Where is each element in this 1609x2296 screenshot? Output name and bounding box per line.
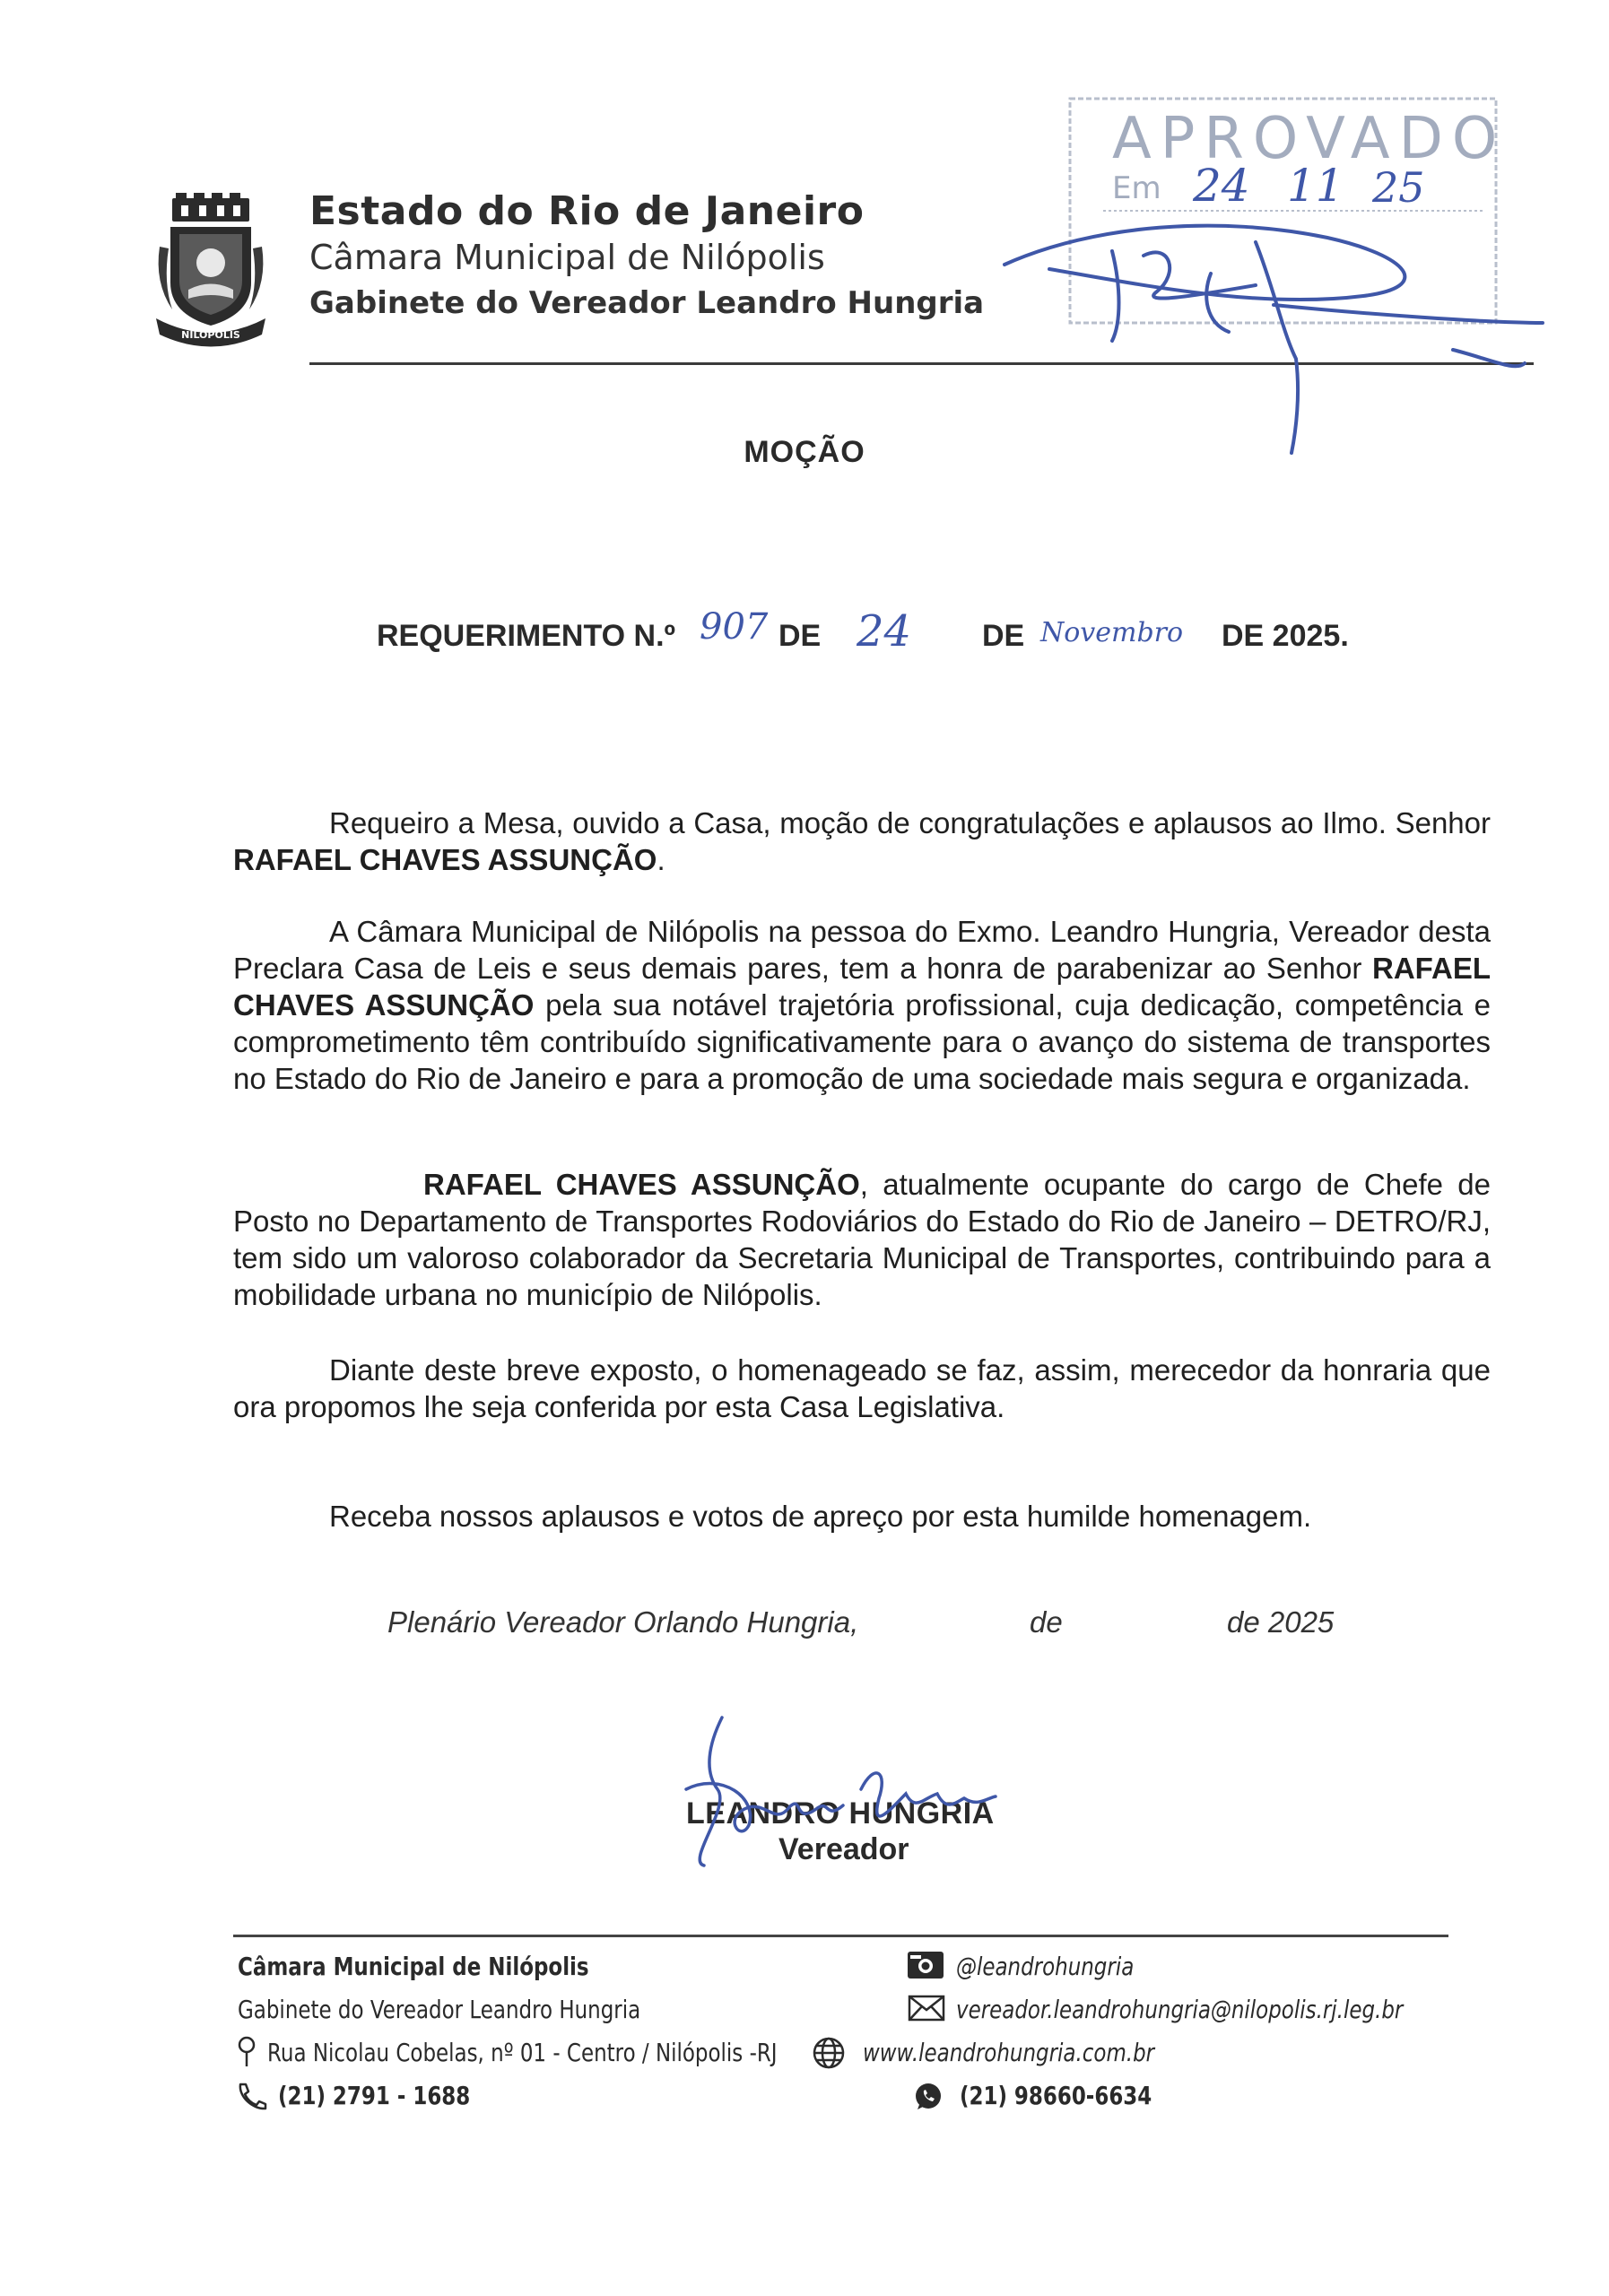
email-icon xyxy=(908,1995,945,2022)
header-state: Estado do Rio de Janeiro xyxy=(309,188,865,234)
paragraph-2: A Câmara Municipal de Nilópolis na pessoa do Exmo. Leandro Hungria, Vereador desta Preclara Casa de Leis e seus demais pares, tem a honra de parabenizar ao Senhor RAFAEL CHAVES ASSUNÇÃO pela sua notável trajetória profissional, cuja dedicação, competência e comprometimento têm contribuído significativamente para o avanço do sistema de transportes no Estado do Rio de Janeiro e para a promoção de uma sociedade mais segura e organizada. xyxy=(233,915,1491,1095)
request-de-1: DE xyxy=(778,619,822,653)
plenary-year: de 2025 xyxy=(1227,1605,1335,1639)
request-year: DE 2025. xyxy=(1222,619,1349,653)
honoree-name: RAFAEL CHAVES ASSUNÇÃO xyxy=(233,843,657,876)
request-number: 907 xyxy=(700,606,769,648)
document-title: MOÇÃO xyxy=(744,435,865,469)
header-chamber: Câmara Municipal de Nilópolis xyxy=(309,238,825,277)
plenary-place: Plenário Vereador Orlando Hungria, xyxy=(387,1605,859,1639)
header-office: Gabinete do Vereador Leandro Hungria xyxy=(309,285,985,321)
location-pin-icon xyxy=(235,2036,258,2068)
paragraph-3: RAFAEL CHAVES ASSUNÇÃO, atualmente ocupante do cargo de Chefe de Posto no Departamento de Transportes Rodoviários do Estado do Rio de Janeiro – DETRO/RJ, tem sido um valoroso colaborador da Secretaria Municipal de Transportes, contribuindo para a mobilidade urbana no município de Nilópolis. xyxy=(233,1168,1491,1311)
phone-icon xyxy=(235,2081,267,2111)
footer-email[interactable]: vereador.leandrohungria@nilopolis.rj.leg.br xyxy=(956,1995,1404,2024)
stamp-approved-text: APROVADO xyxy=(1112,106,1507,172)
instagram-icon xyxy=(906,1950,945,1980)
whatsapp-icon xyxy=(913,2081,944,2111)
paragraph-1: Requeiro a Mesa, ouvido a Casa, moção de congratulações e aplausos ao Ilmo. Senhor RAFAEL CHAVES ASSUNÇÃO. xyxy=(233,806,1491,876)
footer-org: Câmara Municipal de Nilópolis xyxy=(238,1952,589,1981)
footer-instagram[interactable]: @leandrohungria xyxy=(956,1952,1135,1981)
honoree-name: RAFAEL CHAVES ASSUNÇÃO xyxy=(423,1168,860,1201)
request-label: REQUERIMENTO N.º xyxy=(377,619,675,653)
honoree-name: RAFAEL CHAVES ASSUNÇÃO xyxy=(233,952,1491,1022)
stamp-date-prefix: Em xyxy=(1112,170,1161,206)
stamp-year: 25 xyxy=(1372,163,1425,212)
signatory-handwritten-signature xyxy=(668,1709,1027,1870)
footer-office: Gabinete do Vereador Leandro Hungria xyxy=(238,1995,641,2024)
request-de-2: DE xyxy=(982,619,1025,653)
crest-ribbon-text: NILÓPOLIS xyxy=(181,329,240,341)
stamp-day: 24 xyxy=(1193,160,1250,212)
stamp-month: 11 xyxy=(1287,160,1344,212)
footer-address: Rua Nicolau Cobelas, nº 01 - Centro / Nilópolis -RJ xyxy=(267,2038,778,2067)
footer-whatsapp: (21) 98660-6634 xyxy=(960,2081,1152,2110)
approval-signature xyxy=(987,188,1561,466)
request-month: Novembro xyxy=(1040,617,1184,648)
city-crest-logo xyxy=(152,193,269,350)
request-day: 24 xyxy=(857,606,912,657)
paragraph-4: Diante deste breve exposto, o homenageado se faz, assim, merecedor da honraria que ora propomos lhe seja conferida por esta Casa Legislativa. xyxy=(233,1353,1491,1423)
paragraph-5: Receba nossos aplausos e votos de apreço por esta humilde homenagem. xyxy=(329,1500,1312,1533)
globe-icon xyxy=(812,2036,846,2070)
footer-divider xyxy=(233,1935,1448,1937)
footer-website[interactable]: www.leandrohungria.com.br xyxy=(863,2038,1155,2067)
signatory-role: Vereador xyxy=(778,1832,909,1866)
plenary-de: de xyxy=(1030,1605,1063,1639)
footer-phone: (21) 2791 - 1688 xyxy=(278,2081,471,2110)
signatory-name: LEANDRO HUNGRIA xyxy=(686,1796,995,1831)
